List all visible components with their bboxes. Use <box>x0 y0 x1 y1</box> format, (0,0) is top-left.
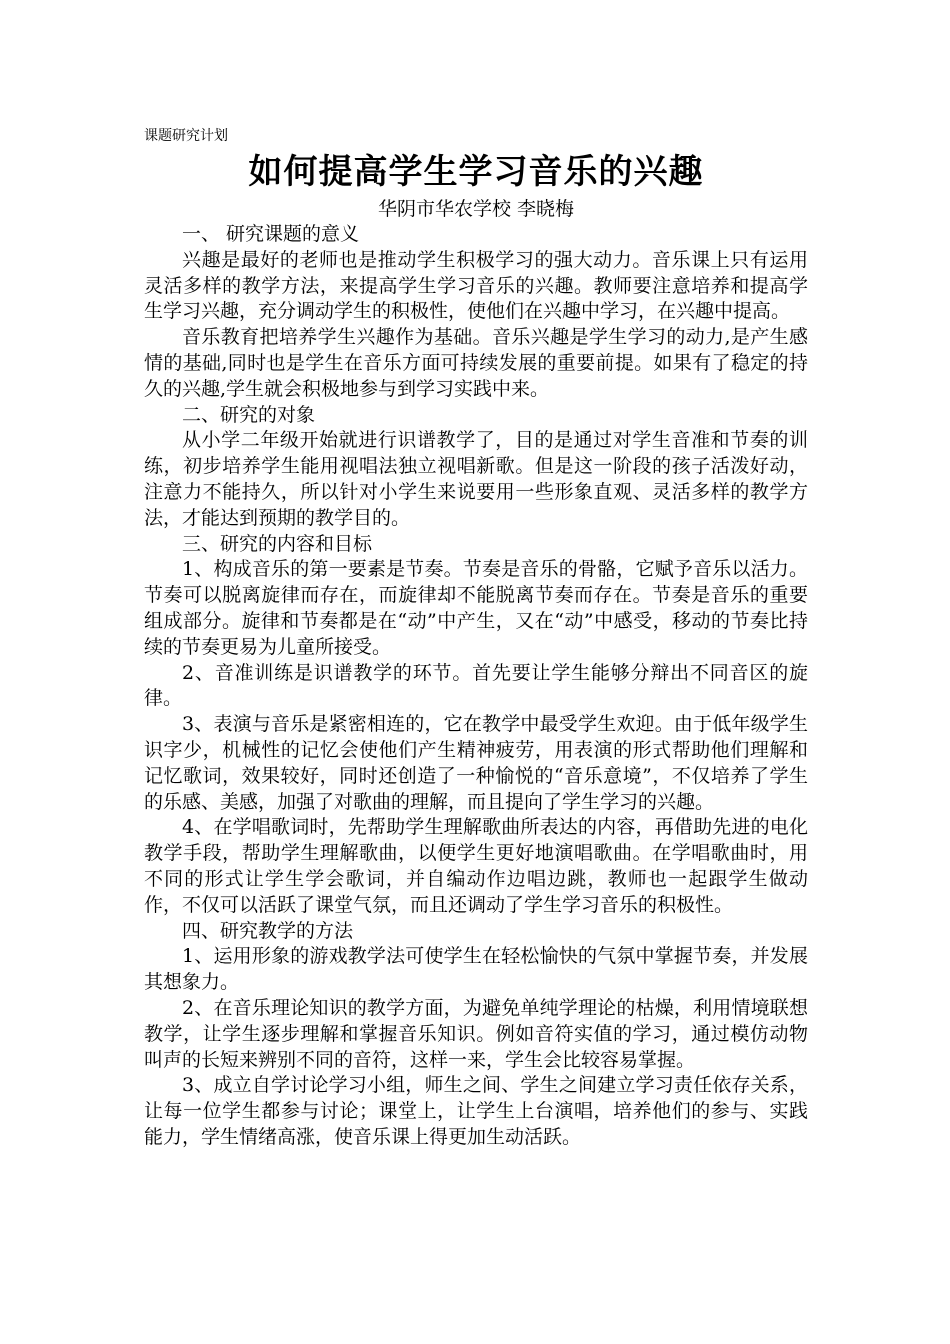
section-heading-subjects: 二、研究的对象 <box>182 403 316 426</box>
paragraph: 兴趣是最好的老师也是推动学生积极学习的强大动力。音乐课上只有运用灵活多样的教学方法，来提高学生学习音乐的兴趣。教师要注意培养和提高学生学习兴趣，充分调动学生的积极性，使他们在兴趣中学习，在兴趣中提高。 <box>144 248 808 323</box>
paragraph: 音乐教育把培养学生兴趣作为基础。音乐兴趣是学生学习的动力,是产生感情的基础,同时也是学生在音乐方面可持续发展的重要前提。如果有了稳定的持久的兴趣,学生就会积极地参与到学习实践中来。 <box>144 326 808 400</box>
author-byline: 华阴市华农学校 李晓梅 <box>377 198 575 220</box>
paragraph: 2、音准训练是识谱教学的环节。首先要让学生能够分辩出不同音区的旋律。 <box>144 661 808 710</box>
paragraph: 1、构成音乐的第一要素是节奏。节奏是音乐的骨骼，它赋予音乐以活力。节奏可以脱离旋律而存在，而旋律却不能脱离节奏而存在。节奏是音乐的重要组成部分。旋律和节奏都是在“动”中产生，又在“动”中感受，移动的节奏比持续的节奏更易为儿童所接受。 <box>144 558 808 658</box>
paragraph: 3、表演与音乐是紧密相连的，它在教学中最受学生欢迎。由于低年级学生识字少，机械性的记忆会使他们产生精神疲劳，用表演的形式帮助他们理解和记忆歌词，效果较好，同时还创造了一种愉悦的“音乐意境”，不仅培养了学生的乐感、美感，加强了对歌曲的理解，而且提向了学生学习的兴趣。 <box>144 713 808 813</box>
paragraph: 从小学二年级开始就进行识谱教学了，目的是通过对学生音准和节奏的训练，初步培养学生能用视唱法独立视唱新歌。但是这一阶段的孩子活泼好动，注意力不能持久，所以针对小学生来说要用一些形象直观、灵活多样的教学方法，才能达到预期的教学目的。 <box>144 429 808 529</box>
document-title: 如何提高学生学习音乐的兴趣 <box>248 152 704 192</box>
paragraph: 2、在音乐理论知识的教学方面，为避免单纯学理论的枯燥，利用情境联想教学，让学生逐步理解和掌握音乐知识。例如音符实值的学习，通过模仿动物叫声的长短来辨别不同的音符，这样一来，学生会比较容易掌握。 <box>144 996 808 1071</box>
section-heading-content-goals: 三、研究的内容和目标 <box>182 532 373 555</box>
document-page <box>144 126 808 1151</box>
section-heading-significance: 一、 研究课题的意义 <box>182 223 360 245</box>
paragraph: 1、运用形象的游戏教学法可使学生在轻松愉快的气氛中掌握节奏，并发展其想象力。 <box>144 945 808 994</box>
section-heading-methods: 四、研究教学的方法 <box>182 919 354 942</box>
header-label: 课题研究计划 <box>144 128 228 144</box>
paragraph: 3、成立自学讨论学习小组，师生之间、学生之间建立学习责任依存关系，让每一位学生都参与讨论；课堂上，让学生上台演唱，培养他们的参与、实践能力，学生情绪高涨，使音乐课上得更加生动活跃。 <box>144 1074 808 1148</box>
paragraph: 4、在学唱歌词时，先帮助学生理解歌曲所表达的内容，再借助先进的电化教学手段，帮助学生理解歌曲，以便学生更好地演唱歌曲。在学唱歌曲时，用不同的形式让学生学会歌词，并自编动作边唱边跳，教师也一起跟学生做动作，不仅可以活跃了课堂气氛，而且还调动了学生学习音乐的积极性。 <box>144 816 808 916</box>
